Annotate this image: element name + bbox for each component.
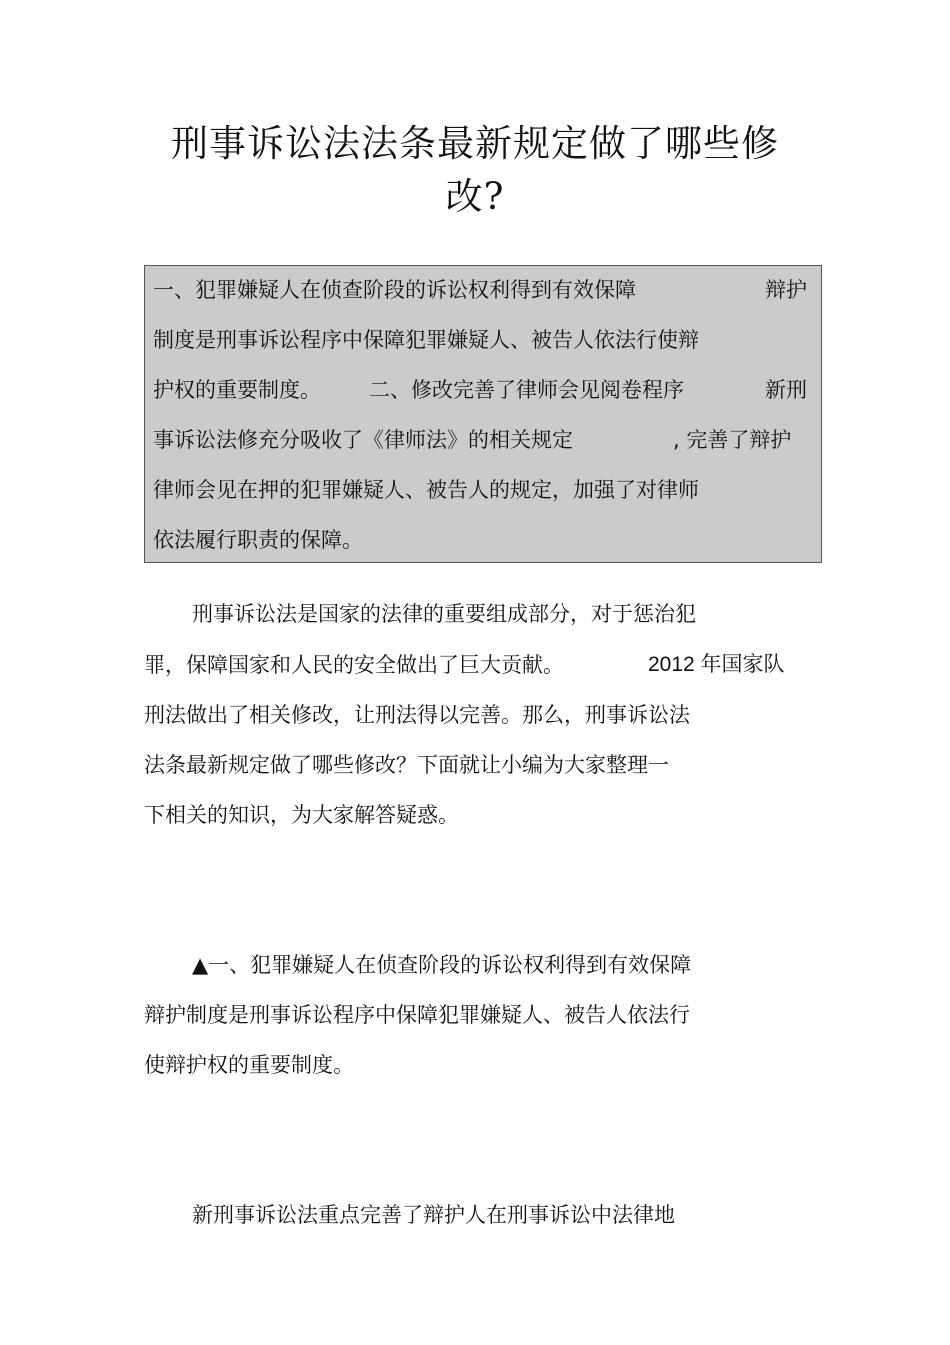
section1-heading: ▲一、犯罪嫌疑人在侦查阶段的诉讼权利得到有效保障: [192, 953, 692, 977]
intro-line-5: 下相关的知识，为大家解答疑惑。: [144, 803, 459, 827]
summary-line-3-mid: 二、修改完善了律师会见阅卷程序: [369, 378, 684, 402]
summary-line-1-end: 辩护: [765, 278, 807, 302]
section1-line-2: 辩护制度是刑事诉讼程序中保障犯罪嫌疑人、被告人依法行: [144, 1003, 690, 1027]
summary-line-3: 护权的重要制度。: [153, 378, 321, 402]
intro-line-2-year: 2012 年国家队: [648, 653, 785, 676]
section2-line-1: 新刑事诉讼法重点完善了辩护人在刑事诉讼中法律地: [192, 1203, 675, 1227]
summary-line-4-end: , 完善了辩护: [673, 428, 792, 452]
summary-line-2: 制度是刑事诉讼程序中保障犯罪嫌疑人、被告人依法行使辩: [153, 328, 699, 352]
summary-line-1: 一、犯罪嫌疑人在侦查阶段的诉讼权利得到有效保障: [153, 278, 636, 302]
summary-line-4: 事诉讼法修充分吸收了《律师法》的相关规定: [153, 428, 573, 452]
summary-line-6: 依法履行职责的保障。: [153, 528, 363, 552]
page-title-continuation: 改?: [445, 175, 505, 218]
summary-line-5: 律师会见在押的犯罪嫌疑人、被告人的规定，加强了对律师: [153, 478, 699, 502]
intro-line-4: 法条最新规定做了哪些修改？下面就让小编为大家整理一: [144, 753, 669, 777]
page-title: 刑事诉讼法法条最新规定做了哪些修: [171, 122, 779, 165]
summary-box: [144, 265, 822, 563]
summary-line-3-end: 新刑: [765, 378, 807, 402]
intro-line-1: 刑事诉讼法是国家的法律的重要组成部分，对于惩治犯: [192, 602, 696, 626]
intro-line-2: 罪，保障国家和人民的安全做出了巨大贡献。: [144, 653, 564, 677]
section1-line-3: 使辩护权的重要制度。: [144, 1053, 354, 1077]
intro-line-3: 刑法做出了相关修改，让刑法得以完善。那么，刑事诉讼法: [144, 703, 690, 727]
